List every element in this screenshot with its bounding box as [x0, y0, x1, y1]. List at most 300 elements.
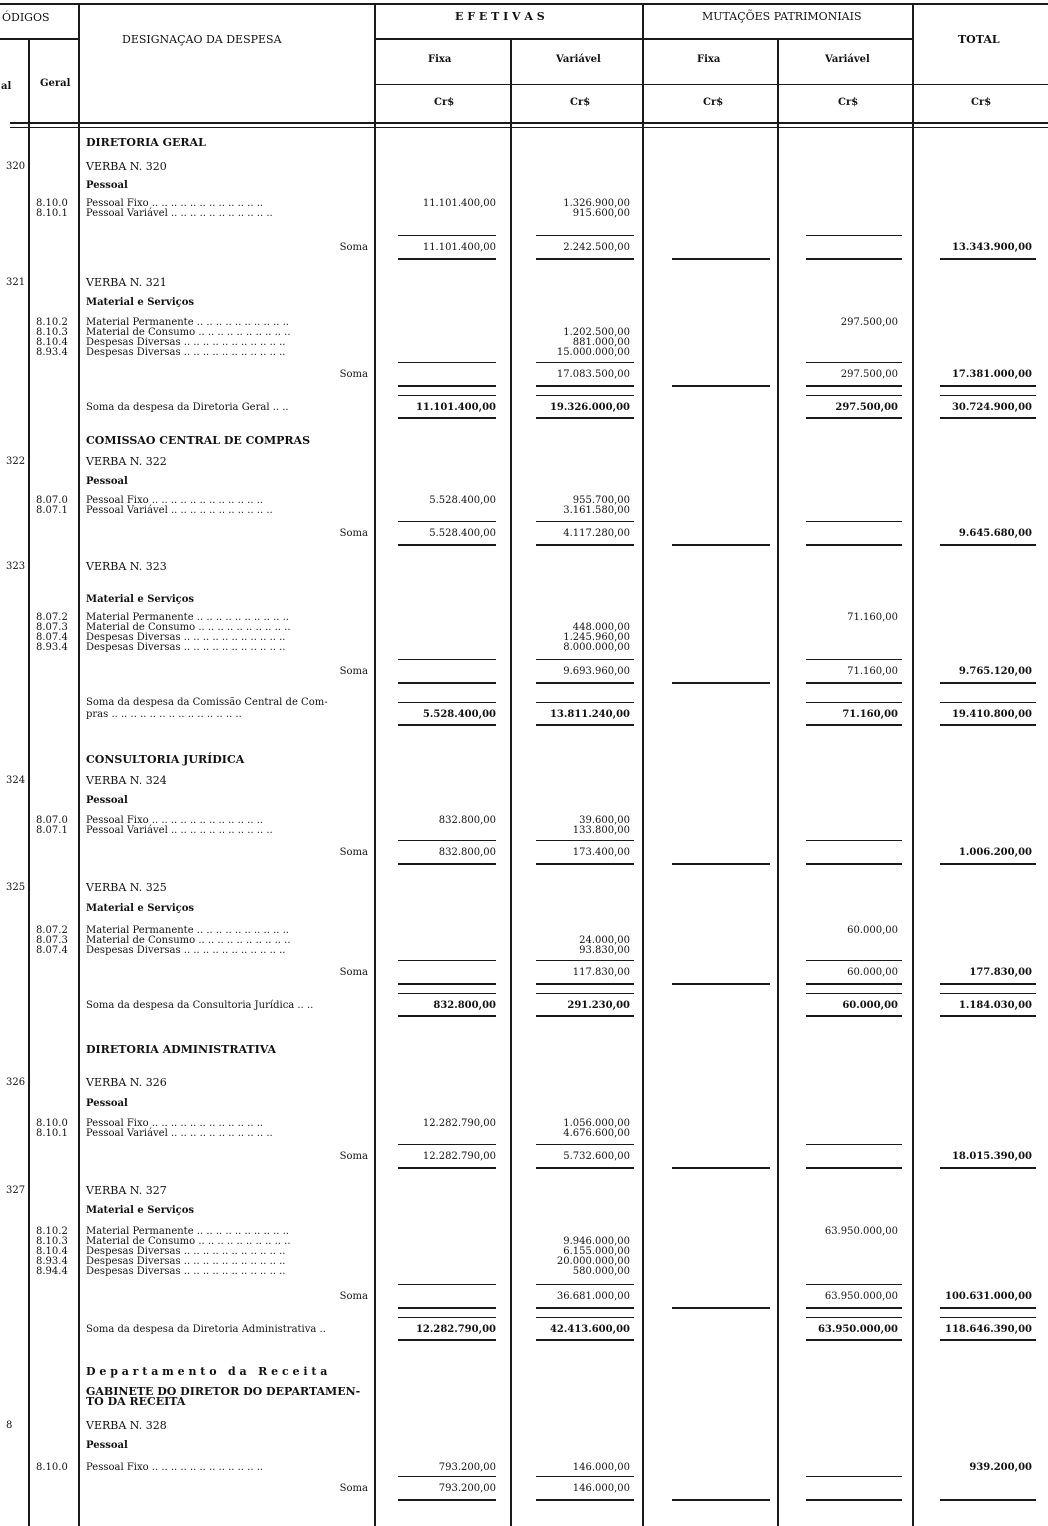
group-title: Material e Serviços — [86, 594, 195, 605]
header-cur-total: Cr$ — [971, 97, 992, 108]
value-total: 1.006.200,00 — [958, 847, 1032, 858]
value-ef-var: 39.600,00 — [579, 815, 630, 826]
sum-rule — [398, 840, 496, 841]
soma-label: Soma — [339, 847, 368, 858]
grand-rule — [806, 1317, 902, 1318]
verba-title: VERBA N. 324 — [86, 774, 167, 787]
sum-rule-bottom — [398, 863, 496, 865]
grand-rule — [940, 993, 1036, 994]
sum-rule-bottom — [672, 863, 770, 865]
value-ef-fixa: 832.800,00 — [438, 847, 496, 858]
value-mut-var: 297.500,00 — [840, 317, 898, 328]
value-ef-fixa: 11.101.400,00 — [422, 198, 496, 209]
code-local: 320 — [6, 161, 26, 172]
code-local: 325 — [6, 882, 26, 893]
code-local: 321 — [6, 277, 26, 288]
rule-ef-fixa — [510, 40, 512, 1526]
item-label: Material de Consumo .. .. .. .. .. .. .. .. .. .. — [86, 1236, 291, 1247]
header-geral: Geral — [40, 78, 71, 89]
code-local: 324 — [6, 775, 26, 786]
sum-rule-bottom — [672, 983, 770, 985]
sum-rule — [806, 1144, 902, 1145]
soma-total-label: pras .. .. .. .. .. .. .. .. .. .. .. .. .. .. — [86, 709, 242, 720]
value-ef-var: 6.155.000,00 — [563, 1246, 630, 1257]
value-mut-var: 63.950.000,00 — [824, 1291, 898, 1302]
grand-rule-bottom — [398, 417, 496, 419]
rule-header-mid — [0, 38, 78, 40]
verba-title: VERBA N. 327 — [86, 1184, 167, 1197]
verba-title: VERBA N. 323 — [86, 560, 167, 573]
code-geral: 8.07.4 — [36, 632, 68, 643]
code-local: 326 — [6, 1077, 26, 1088]
soma-label: Soma — [339, 1291, 368, 1302]
code-geral: 8.07.3 — [36, 935, 68, 946]
sum-rule-bottom — [536, 385, 634, 387]
value-ef-var: 17.083.500,00 — [556, 369, 630, 380]
code-geral: 8.10.0 — [36, 1462, 68, 1473]
sum-rule-bottom — [806, 863, 902, 865]
value-ef-var: 15.000.000,00 — [556, 347, 630, 358]
grand-rule — [536, 702, 634, 703]
value-ef-var: 13.811.240,00 — [549, 709, 630, 720]
grand-rule-bottom — [536, 1015, 634, 1017]
group-title: Material e Serviços — [86, 297, 195, 308]
value-ef-fixa: 793.200,00 — [438, 1483, 496, 1494]
item-label: Material Permanente .. .. .. .. .. .. .. .. .. .. — [86, 317, 289, 328]
value-ef-fixa: 5.528.400,00 — [422, 709, 496, 720]
grand-rule-bottom — [940, 724, 1036, 726]
sum-rule — [806, 362, 902, 363]
grand-rule — [536, 993, 634, 994]
item-label: Pessoal Variável .. .. .. .. .. .. .. .. .. .. .. — [86, 505, 273, 516]
grand-rule-bottom — [806, 724, 902, 726]
sum-rule — [536, 960, 634, 961]
sum-rule — [398, 1284, 496, 1285]
sum-rule-bottom — [398, 385, 496, 387]
code-geral: 8.10.2 — [36, 1226, 68, 1237]
header-mut-fixa: Fixa — [697, 54, 721, 65]
sum-rule-bottom — [672, 258, 770, 260]
sum-rule-bottom — [806, 682, 902, 684]
value-ef-var: 42.413.600,00 — [549, 1324, 630, 1335]
sum-rule-bottom — [940, 1307, 1036, 1309]
sum-rule-bottom — [536, 1307, 634, 1309]
value-mut-var: 71.160,00 — [847, 666, 898, 677]
sum-rule-bottom — [806, 983, 902, 985]
header-cur-mut-var: Cr$ — [838, 97, 859, 108]
grand-rule-bottom — [940, 1339, 1036, 1341]
value-ef-var: 117.830,00 — [572, 967, 630, 978]
sum-rule-bottom — [806, 544, 902, 546]
sum-rule-bottom — [398, 544, 496, 546]
soma-total-label: Soma da despesa da Diretoria Administrativa .. — [86, 1324, 326, 1335]
item-label: Despesas Diversas .. .. .. .. .. .. .. .. .. .. .. — [86, 1266, 286, 1277]
header-efetivas: E F E T I V A S — [455, 10, 545, 23]
value-mut-var: 60.000,00 — [842, 1000, 898, 1011]
section-title: COMISSAO CENTRAL DE COMPRAS — [86, 434, 311, 447]
code-geral: 8.94.4 — [36, 1266, 68, 1277]
value-ef-fixa: 12.282.790,00 — [422, 1151, 496, 1162]
sum-rule-bottom — [806, 1499, 902, 1501]
value-ef-var: 9.693.960,00 — [563, 666, 630, 677]
item-label: Material de Consumo .. .. .. .. .. .. .. .. .. .. — [86, 935, 291, 946]
sum-rule — [806, 960, 902, 961]
soma-label: Soma — [339, 967, 368, 978]
sum-rule-bottom — [536, 983, 634, 985]
value-total: 1.184.030,00 — [958, 1000, 1032, 1011]
value-ef-var: 36.681.000,00 — [556, 1291, 630, 1302]
header-cur-ef-var: Cr$ — [570, 97, 591, 108]
soma-label: Soma — [339, 1151, 368, 1162]
grand-rule — [398, 993, 496, 994]
code-local: 322 — [6, 456, 26, 467]
item-label: Material de Consumo .. .. .. .. .. .. .. .. .. .. — [86, 622, 291, 633]
sum-rule-bottom — [672, 544, 770, 546]
grand-rule-bottom — [940, 417, 1036, 419]
sum-rule-bottom — [398, 1167, 496, 1169]
sum-rule — [806, 1476, 902, 1477]
item-label: Despesas Diversas .. .. .. .. .. .. .. .. .. .. .. — [86, 337, 286, 348]
code-geral: 8.93.4 — [36, 347, 68, 358]
value-total: 18.015.390,00 — [951, 1151, 1032, 1162]
code-geral: 8.07.1 — [36, 505, 68, 516]
header-cur-ef-fixa: Cr$ — [434, 97, 455, 108]
value-total: 177.830,00 — [969, 967, 1032, 978]
rule-mut-fixa — [777, 40, 779, 1526]
soma-total-label: Soma da despesa da Comissão Central de Com- — [86, 697, 328, 708]
verba-title: VERBA N. 322 — [86, 455, 167, 468]
item-label: Despesas Diversas .. .. .. .. .. .. .. .. .. .. .. — [86, 347, 286, 358]
value-ef-var: 3.161.580,00 — [563, 505, 630, 516]
section-title: DIRETORIA ADMINISTRATIVA — [86, 1043, 276, 1056]
code-geral: 8.07.3 — [36, 622, 68, 633]
sum-rule-bottom — [940, 258, 1036, 260]
section-title: CONSULTORIA JURÍDICA — [86, 753, 245, 766]
grand-rule-bottom — [398, 1339, 496, 1341]
value-mut-var: 60.000,00 — [847, 967, 898, 978]
value-ef-var: 1.245.960,00 — [563, 632, 630, 643]
sum-rule-bottom — [672, 1167, 770, 1169]
sum-rule-bottom — [536, 544, 634, 546]
verba-title: VERBA N. 326 — [86, 1076, 167, 1089]
soma-label: Soma — [339, 1483, 368, 1494]
soma-total-label: Soma da despesa da Consultoria Jurídica .. .. — [86, 1000, 314, 1011]
value-ef-var: 2.242.500,00 — [563, 242, 630, 253]
grand-rule — [806, 395, 902, 396]
code-geral: 8.10.0 — [36, 198, 68, 209]
value-ef-var: 881.000,00 — [572, 337, 630, 348]
code-geral: 8.10.3 — [36, 1236, 68, 1247]
item-label: Despesas Diversas .. .. .. .. .. .. .. .. .. .. .. — [86, 632, 286, 643]
grand-rule — [398, 395, 496, 396]
sum-rule — [536, 840, 634, 841]
section-title: DIRETORIA GERAL — [86, 136, 206, 149]
verba-title: VERBA N. 321 — [86, 276, 167, 289]
value-ef-var: 93.830,00 — [579, 945, 630, 956]
sum-rule — [398, 362, 496, 363]
sum-rule — [536, 235, 634, 236]
sum-rule-bottom — [940, 983, 1036, 985]
group-title: Pessoal — [86, 1440, 128, 1451]
value-ef-var: 173.400,00 — [572, 847, 630, 858]
group-title: Material e Serviços — [86, 903, 195, 914]
value-mut-var: 63.950.000,00 — [817, 1324, 898, 1335]
grand-rule-bottom — [536, 724, 634, 726]
code-geral: 8.07.1 — [36, 825, 68, 836]
grand-rule — [940, 1317, 1036, 1318]
value-ef-var: 4.117.280,00 — [563, 528, 630, 539]
code-geral: 8.07.4 — [36, 945, 68, 956]
sum-rule-bottom — [398, 1499, 496, 1501]
rule-top — [0, 3, 1048, 5]
value-ef-fixa: 5.528.400,00 — [429, 495, 496, 506]
grand-rule-bottom — [398, 1015, 496, 1017]
value-ef-var: 1.202.500,00 — [563, 327, 630, 338]
sum-rule — [806, 235, 902, 236]
sum-rule-bottom — [672, 682, 770, 684]
sum-rule — [536, 1476, 634, 1477]
sum-rule-bottom — [940, 682, 1036, 684]
grand-rule-bottom — [398, 724, 496, 726]
header-ef-fixa: Fixa — [428, 54, 452, 65]
grand-rule-bottom — [536, 417, 634, 419]
sum-rule-bottom — [536, 1167, 634, 1169]
grand-rule-bottom — [806, 1339, 902, 1341]
code-geral: 8.10.4 — [36, 337, 68, 348]
rule-codigos-local — [28, 40, 30, 1526]
rule-designacao — [374, 4, 376, 1526]
value-total: 9.765.120,00 — [958, 666, 1032, 677]
group-title: Pessoal — [86, 795, 128, 806]
grand-rule — [536, 395, 634, 396]
sum-rule — [398, 659, 496, 660]
value-ef-fixa: 793.200,00 — [438, 1462, 496, 1473]
code-geral: 8.07.0 — [36, 815, 68, 826]
rule-efetivas — [642, 4, 644, 1526]
rule-codigos-geral — [78, 4, 80, 1526]
rule-header-bottom-2 — [10, 127, 1048, 128]
header-codigos: ÓDIGOS — [2, 11, 50, 24]
value-ef-var: 8.000.000,00 — [563, 642, 630, 653]
sum-rule-bottom — [806, 258, 902, 260]
value-mut-var: 71.160,00 — [847, 612, 898, 623]
value-ef-var: 5.732.600,00 — [563, 1151, 630, 1162]
item-label: Material de Consumo .. .. .. .. .. .. .. .. .. .. — [86, 327, 291, 338]
sum-rule-bottom — [398, 1307, 496, 1309]
rule-header-mid-mut — [644, 38, 912, 40]
item-label: Pessoal Fixo .. .. .. .. .. .. .. .. .. .. .. .. — [86, 495, 264, 506]
grand-rule-bottom — [536, 1339, 634, 1341]
value-ef-var: 1.056.000,00 — [563, 1118, 630, 1129]
value-total: 118.646.390,00 — [945, 1324, 1032, 1335]
grand-rule — [398, 702, 496, 703]
value-mut-var: 71.160,00 — [842, 709, 898, 720]
code-local: 8 — [6, 1420, 13, 1431]
value-ef-fixa: 832.800,00 — [438, 815, 496, 826]
header-ef-variavel: Variável — [556, 54, 601, 65]
sum-rule — [536, 521, 634, 522]
value-total: 30.724.900,00 — [951, 402, 1032, 413]
code-geral: 8.10.2 — [36, 317, 68, 328]
value-ef-fixa: 12.282.790,00 — [422, 1118, 496, 1129]
value-mut-var: 60.000,00 — [847, 925, 898, 936]
department-title: D e p a r t a m e n t o d a R e c e i t a — [86, 1365, 328, 1378]
value-ef-var: 915.600,00 — [572, 208, 630, 219]
sum-rule — [536, 362, 634, 363]
rule-header-cur — [376, 84, 1048, 85]
verba-title: VERBA N. 328 — [86, 1419, 167, 1432]
value-total: 9.645.680,00 — [958, 528, 1032, 539]
sum-rule-bottom — [940, 1499, 1036, 1501]
value-ef-var: 448.000,00 — [572, 622, 630, 633]
value-ef-var: 146.000,00 — [572, 1462, 630, 1473]
sum-rule-bottom — [398, 983, 496, 985]
value-total: 13.343.900,00 — [951, 242, 1032, 253]
header-mut-variavel: Variável — [825, 54, 870, 65]
soma-label: Soma — [339, 242, 368, 253]
sum-rule — [806, 521, 902, 522]
sum-rule — [398, 960, 496, 961]
group-title: Material e Serviços — [86, 1205, 195, 1216]
sum-rule-bottom — [672, 1307, 770, 1309]
value-mut-var: 297.500,00 — [835, 402, 898, 413]
value-ef-var: 146.000,00 — [572, 1483, 630, 1494]
code-geral: 8.10.1 — [36, 208, 68, 219]
grand-rule-bottom — [806, 1015, 902, 1017]
code-geral: 8.07.2 — [36, 925, 68, 936]
grand-rule — [398, 1317, 496, 1318]
section-title: TO DA RECEITA — [86, 1395, 186, 1408]
sum-rule-bottom — [806, 385, 902, 387]
value-ef-var: 291.230,00 — [567, 1000, 630, 1011]
group-title: Pessoal — [86, 1098, 128, 1109]
value-ef-fixa: 12.282.790,00 — [415, 1324, 496, 1335]
item-label: Pessoal Fixo .. .. .. .. .. .. .. .. .. .. .. .. — [86, 1462, 264, 1473]
code-local: 323 — [6, 561, 26, 572]
header-total: TOTAL — [958, 33, 1000, 46]
sum-rule — [398, 1144, 496, 1145]
value-ef-fixa: 11.101.400,00 — [415, 402, 496, 413]
item-label: Pessoal Variável .. .. .. .. .. .. .. .. .. .. .. — [86, 825, 273, 836]
sum-rule — [398, 235, 496, 236]
sum-rule — [536, 659, 634, 660]
group-title: Pessoal — [86, 476, 128, 487]
code-geral: 8.07.2 — [36, 612, 68, 623]
rule-header-mid-ef — [376, 38, 642, 40]
value-ef-var: 19.326.000,00 — [549, 402, 630, 413]
code-geral: 8.10.1 — [36, 1128, 68, 1139]
sum-rule-bottom — [940, 544, 1036, 546]
header-mutacoes: MUTAÇÕES PATRIMONIAIS — [702, 10, 862, 23]
sum-rule — [398, 521, 496, 522]
rule-header-bottom — [10, 122, 1048, 124]
sum-rule — [536, 1284, 634, 1285]
header-local: al — [1, 81, 12, 92]
sum-rule-bottom — [536, 682, 634, 684]
sum-rule-bottom — [940, 385, 1036, 387]
code-local: 327 — [6, 1185, 26, 1196]
item-label: Pessoal Fixo .. .. .. .. .. .. .. .. .. .. .. .. — [86, 1118, 264, 1129]
item-label: Despesas Diversas .. .. .. .. .. .. .. .. .. .. .. — [86, 1256, 286, 1267]
sum-rule-bottom — [806, 1167, 902, 1169]
value-total: 17.381.000,00 — [951, 369, 1032, 380]
section-title: GABINETE DO DIRETOR DO DEPARTAMEN- — [86, 1385, 361, 1398]
value-total: 939.200,00 — [969, 1462, 1032, 1473]
sum-rule — [806, 659, 902, 660]
sum-rule-bottom — [806, 1307, 902, 1309]
value-ef-var: 133.800,00 — [572, 825, 630, 836]
value-ef-var: 24.000,00 — [579, 935, 630, 946]
verba-title: VERBA N. 325 — [86, 881, 167, 894]
soma-total-label: Soma da despesa da Diretoria Geral .. .. — [86, 402, 289, 413]
value-ef-var: 955.700,00 — [572, 495, 630, 506]
sum-rule — [536, 1144, 634, 1145]
sum-rule — [806, 1284, 902, 1285]
sum-rule-bottom — [398, 258, 496, 260]
item-label: Despesas Diversas .. .. .. .. .. .. .. .. .. .. .. — [86, 1246, 286, 1257]
value-ef-var: 1.326.900,00 — [563, 198, 630, 209]
value-ef-fixa: 5.528.400,00 — [429, 528, 496, 539]
soma-label: Soma — [339, 369, 368, 380]
group-title: Pessoal — [86, 180, 128, 191]
code-geral: 8.10.4 — [36, 1246, 68, 1257]
code-geral: 8.10.3 — [36, 327, 68, 338]
item-label: Pessoal Variável .. .. .. .. .. .. .. .. .. .. .. — [86, 208, 273, 219]
item-label: Pessoal Fixo .. .. .. .. .. .. .. .. .. .. .. .. — [86, 815, 264, 826]
grand-rule — [940, 702, 1036, 703]
sum-rule-bottom — [536, 1499, 634, 1501]
value-total: 100.631.000,00 — [945, 1291, 1032, 1302]
verba-title: VERBA N. 320 — [86, 160, 167, 173]
item-label: Pessoal Fixo .. .. .. .. .. .. .. .. .. .. .. .. — [86, 198, 264, 209]
sum-rule — [398, 1476, 496, 1477]
code-geral: 8.93.4 — [36, 1256, 68, 1267]
soma-label: Soma — [339, 666, 368, 677]
value-mut-var: 63.950.000,00 — [824, 1226, 898, 1237]
code-geral: 8.93.4 — [36, 642, 68, 653]
sum-rule-bottom — [536, 258, 634, 260]
grand-rule — [806, 993, 902, 994]
value-total: 19.410.800,00 — [951, 709, 1032, 720]
item-label: Despesas Diversas .. .. .. .. .. .. .. .. .. .. .. — [86, 642, 286, 653]
sum-rule-bottom — [536, 863, 634, 865]
item-label: Despesas Diversas .. .. .. .. .. .. .. .. .. .. .. — [86, 945, 286, 956]
value-ef-var: 580.000,00 — [572, 1266, 630, 1277]
grand-rule — [806, 702, 902, 703]
sum-rule-bottom — [672, 1499, 770, 1501]
value-ef-fixa: 11.101.400,00 — [422, 242, 496, 253]
soma-label: Soma — [339, 528, 368, 539]
sum-rule-bottom — [940, 863, 1036, 865]
value-mut-var: 297.500,00 — [840, 369, 898, 380]
item-label: Material Permanente .. .. .. .. .. .. .. .. .. .. — [86, 925, 289, 936]
grand-rule — [940, 395, 1036, 396]
sum-rule-bottom — [940, 1167, 1036, 1169]
sum-rule-bottom — [398, 682, 496, 684]
code-geral: 8.10.0 — [36, 1118, 68, 1129]
header-cur-mut-fixa: Cr$ — [703, 97, 724, 108]
value-ef-var: 4.676.600,00 — [563, 1128, 630, 1139]
code-geral: 8.07.0 — [36, 495, 68, 506]
item-label: Material Permanente .. .. .. .. .. .. .. .. .. .. — [86, 612, 289, 623]
grand-rule — [536, 1317, 634, 1318]
value-ef-fixa: 832.800,00 — [433, 1000, 496, 1011]
item-label: Material Permanente .. .. .. .. .. .. .. .. .. .. — [86, 1226, 289, 1237]
item-label: Pessoal Variável .. .. .. .. .. .. .. .. .. .. .. — [86, 1128, 273, 1139]
value-ef-var: 20.000.000,00 — [556, 1256, 630, 1267]
header-designacao: DESIGNAÇAO DA DESPESA — [122, 33, 282, 46]
sum-rule-bottom — [672, 385, 770, 387]
